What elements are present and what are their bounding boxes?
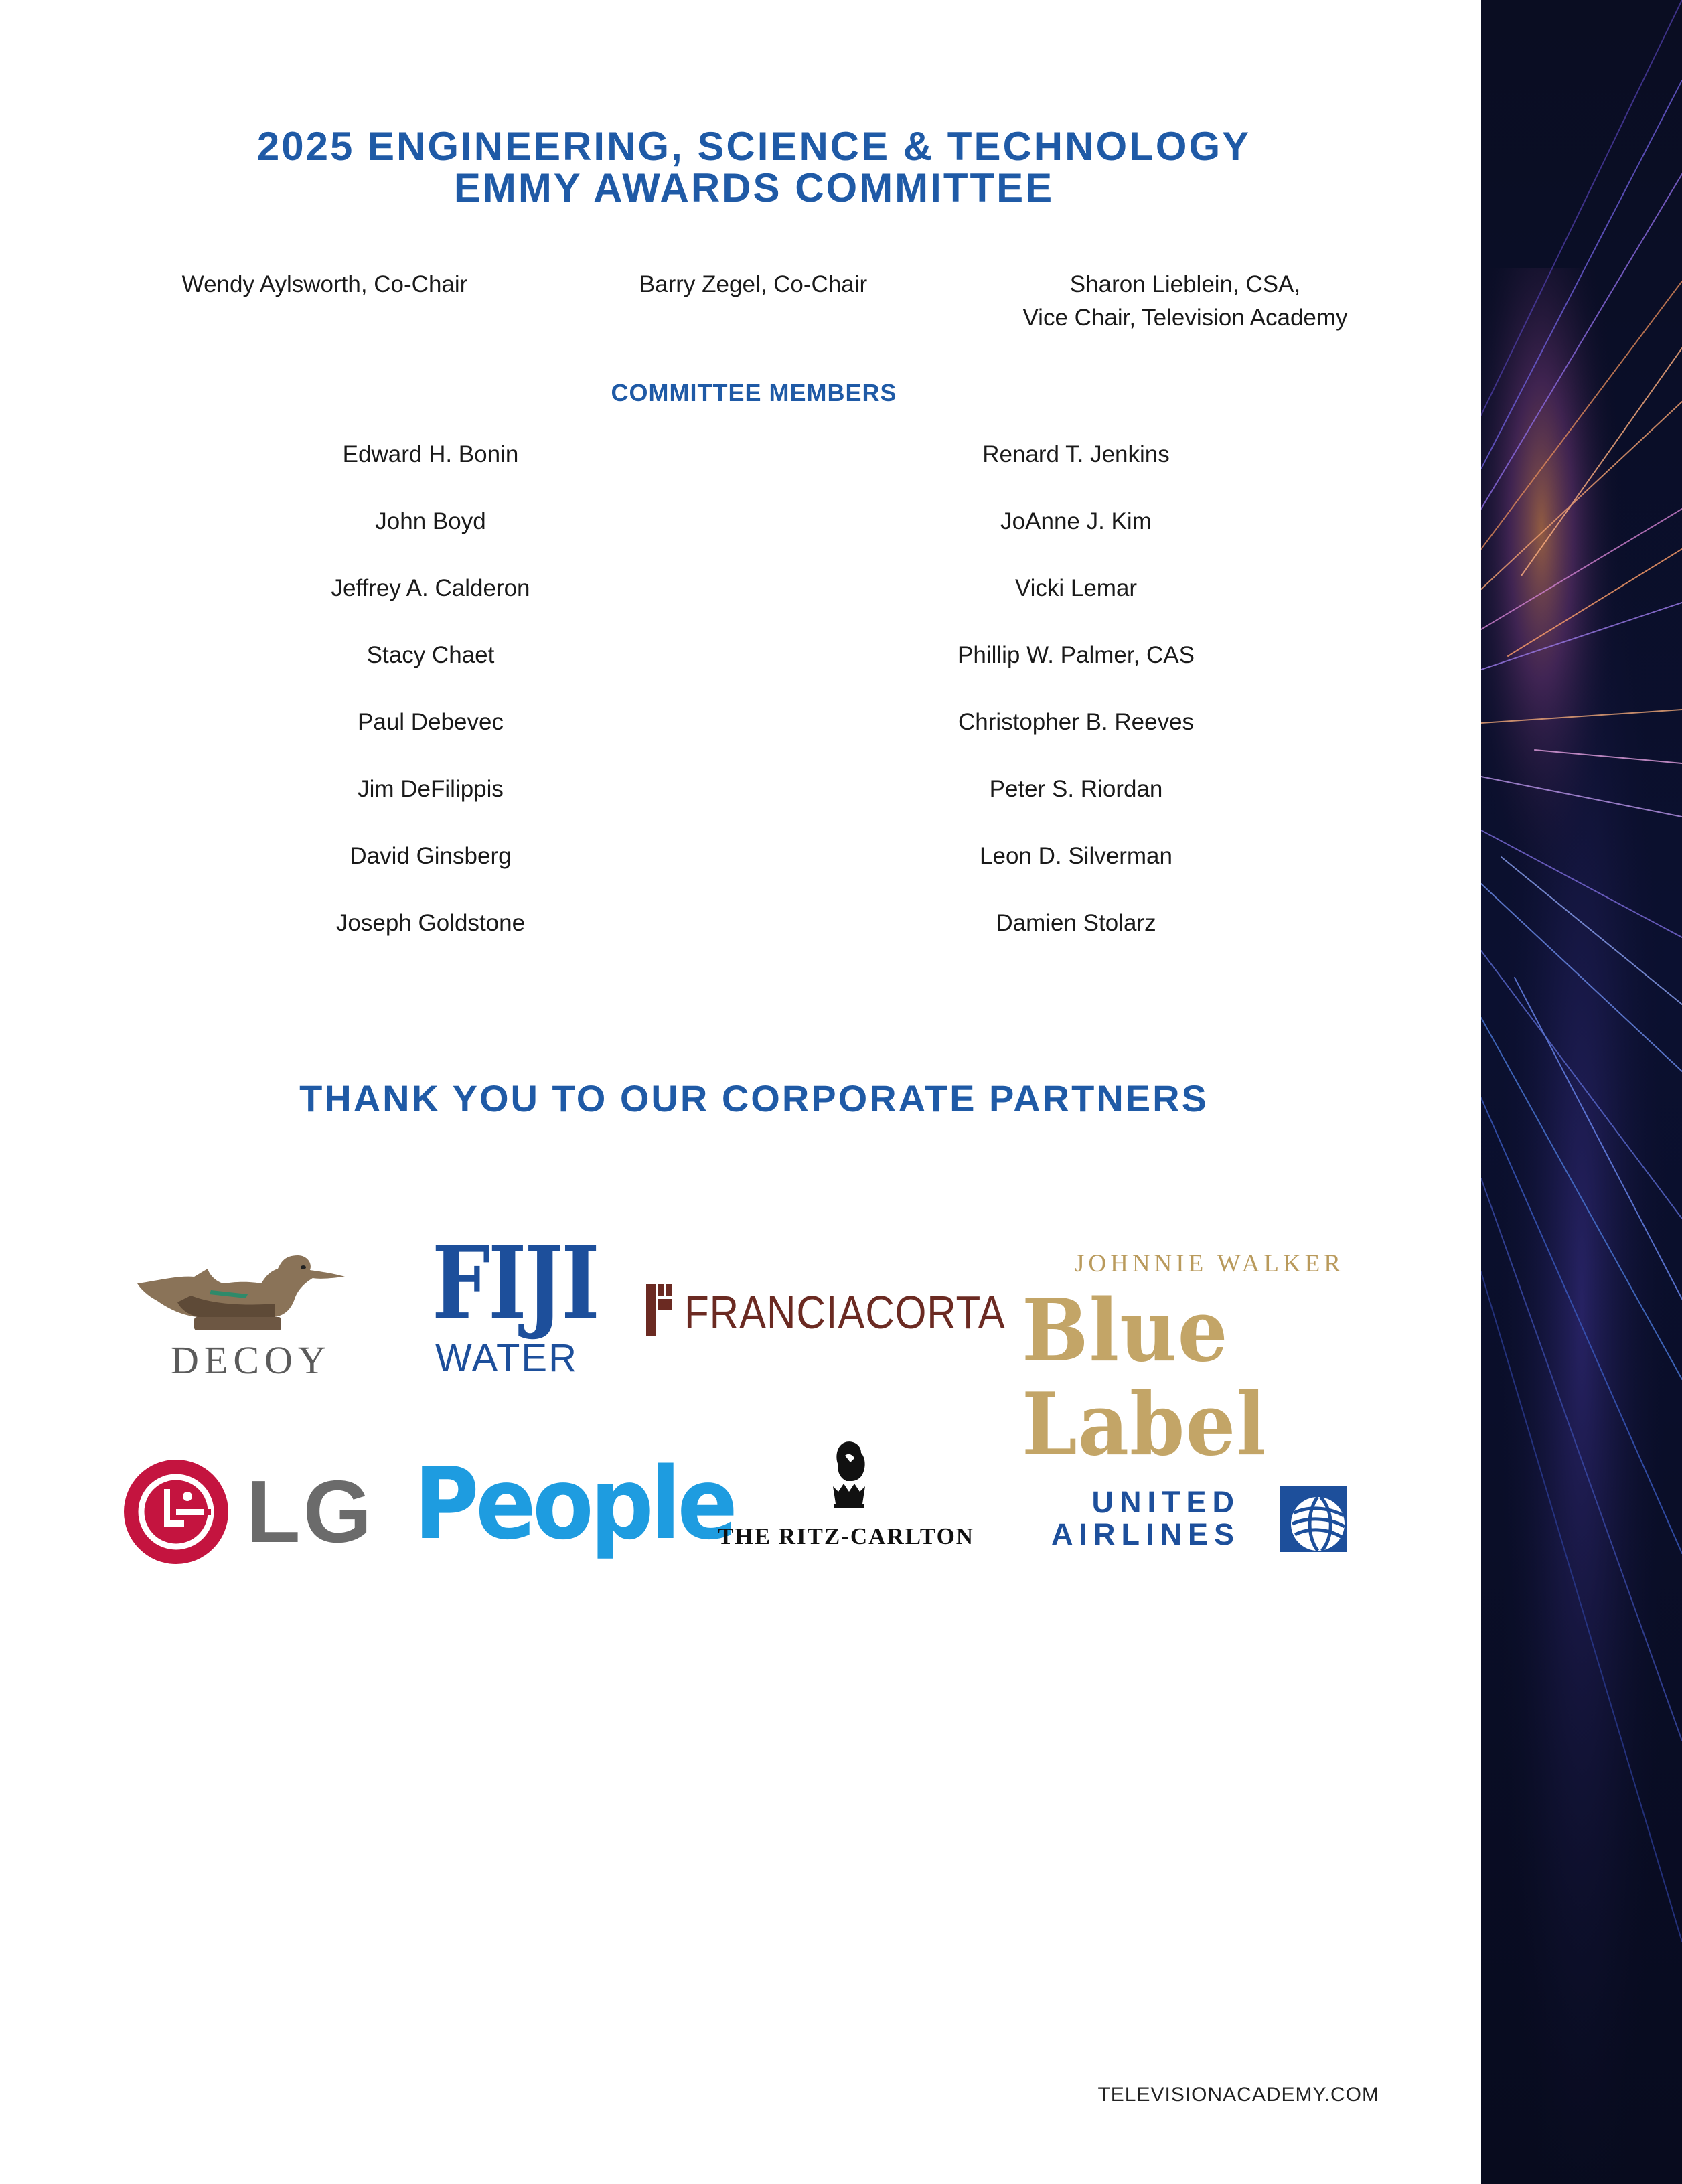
member-name: Jim DeFilippis xyxy=(358,776,504,802)
footer-website: TELEVISIONACADEMY.COM xyxy=(1097,2084,1379,2106)
decorative-light-streaks-panel xyxy=(1481,0,1682,2184)
johnnie-walker-logo: JOHNNIE WALKER xyxy=(1075,1250,1345,1277)
member-name: Christopher B. Reeves xyxy=(958,709,1195,735)
ritz-lion-crown-icon xyxy=(828,1439,870,1509)
members-column-left xyxy=(196,435,665,971)
fiji-water-logo: FIJI xyxy=(432,1225,598,1342)
member-name: Damien Stolarz xyxy=(996,910,1156,936)
committee-members-heading: COMMITTEE MEMBERS xyxy=(611,379,897,406)
decoy-duck-icon xyxy=(131,1242,352,1336)
lg-face-icon xyxy=(124,1460,228,1564)
co-chair-2: Barry Zegel, Co-Chair xyxy=(639,271,868,297)
member-name: Vicki Lemar xyxy=(1014,575,1138,601)
blue-label-logo: Blue Label xyxy=(1022,1281,1267,1475)
member-name: Phillip W. Palmer, CAS xyxy=(958,642,1195,668)
member-name: Stacy Chaet xyxy=(366,642,495,668)
united-airlines-logo xyxy=(1051,1486,1240,1551)
lg-logo: LG xyxy=(246,1462,375,1561)
member-name: Joseph Goldstone xyxy=(335,910,526,936)
ritz-carlton-logo: THE RITZ-CARLTON xyxy=(718,1523,975,1549)
corporate-partners-heading: THANK YOU TO OUR CORPORATE PARTNERS xyxy=(299,1077,1209,1119)
co-chair-1: Wendy Aylsworth, Co-Chair xyxy=(181,271,468,297)
member-name: Edward H. Bonin xyxy=(342,441,519,467)
light-streaks-graphic xyxy=(1481,0,1682,2184)
member-name: Peter S. Riordan xyxy=(989,776,1163,802)
title-line-1: 2025 ENGINEERING, SCIENCE & TECHNOLOGY xyxy=(256,124,1251,169)
united-line-1: UNITED xyxy=(1091,1485,1241,1519)
member-name: Paul Debevec xyxy=(358,709,504,735)
member-name: Renard T. Jenkins xyxy=(982,441,1170,467)
member-name: Leon D. Silverman xyxy=(980,843,1172,869)
franciacorta-logo: FRANCIACORTA xyxy=(684,1286,1006,1338)
member-name: JoAnne J. Kim xyxy=(1000,508,1152,534)
member-name: David Ginsberg xyxy=(350,843,512,869)
vice-chair xyxy=(958,268,1413,335)
fiji-water-sub: WATER xyxy=(435,1336,578,1380)
united-globe-icon xyxy=(1280,1486,1347,1552)
title-line-2: EMMY AWARDS COMMITTEE xyxy=(453,165,1055,210)
member-name: John Boyd xyxy=(375,508,486,534)
vice-chair-name: Sharon Lieblein, CSA, xyxy=(1069,271,1301,297)
vice-chair-role: Vice Chair, Television Academy xyxy=(1022,305,1348,331)
members-column-right xyxy=(842,435,1310,971)
people-logo: People xyxy=(414,1446,735,1561)
franciacorta-tower-icon xyxy=(646,1284,676,1336)
decoy-logo: DECOY xyxy=(171,1338,331,1382)
page-title xyxy=(0,126,1508,209)
member-name: Jeffrey A. Calderon xyxy=(331,575,530,601)
united-line-2: AIRLINES xyxy=(1051,1517,1241,1551)
